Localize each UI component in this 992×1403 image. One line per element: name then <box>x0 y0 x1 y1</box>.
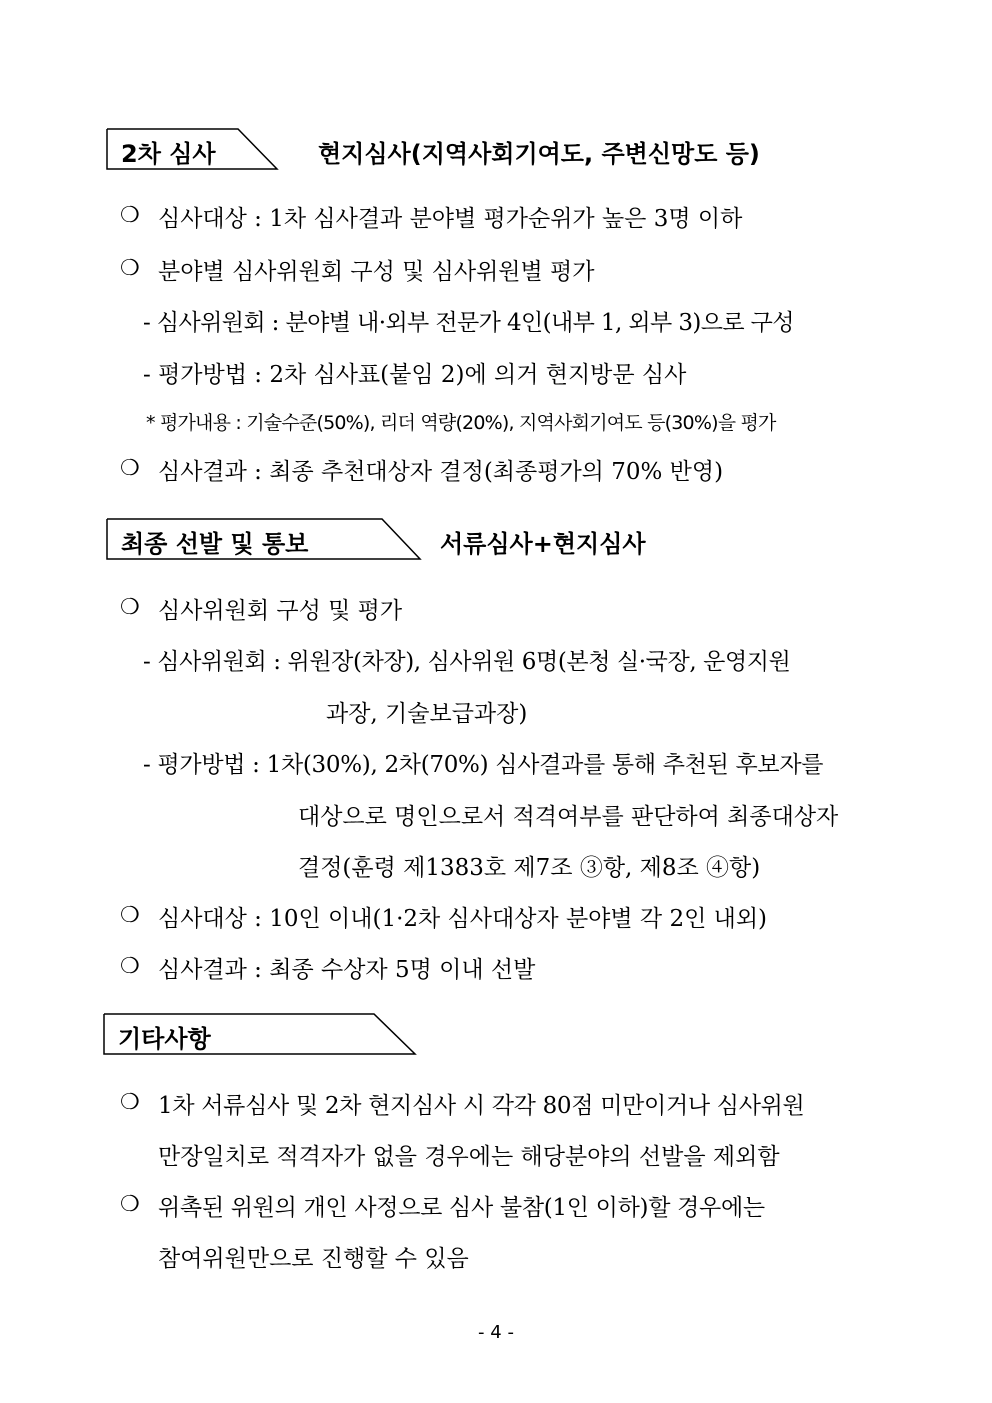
list-item: 심사대상 : 1차 심사결과 분야별 평가순위가 높은 3명 이하 <box>158 206 743 232</box>
list-subitem: - 평가방법 : 1차(30%), 2차(70%) 심사결과를 통해 추천된 후보자를 <box>143 752 824 778</box>
list-item-continued: 참여위원만으로 진행할 수 있음 <box>158 1246 469 1272</box>
note-line: * 평가내용 : 기술수준(50%), 리더 역량(20%), 지역사회기여도 등(30%)을 평가 <box>146 412 776 434</box>
section-title: 최종 선발 및 통보 <box>121 530 309 558</box>
list-subitem-continued: 대상으로 명인으로서 적격여부를 판단하여 최종대상자 <box>298 804 839 830</box>
list-item: 1차 서류심사 및 2차 현지심사 시 각각 80점 미만이거나 심사위원 <box>158 1093 805 1119</box>
bullet-icon: ❍ <box>120 203 140 228</box>
bullet-icon: ❍ <box>120 1192 140 1217</box>
page-number: - 4 - <box>478 1322 514 1343</box>
list-item-continued: 만장일치로 적격자가 없을 경우에는 해당분야의 선발을 제외함 <box>158 1144 780 1170</box>
section-title: 기타사항 <box>118 1025 211 1053</box>
list-item: 위촉된 위원의 개인 사정으로 심사 불참(1인 이하)할 경우에는 <box>158 1195 765 1221</box>
section-header-other <box>104 1013 416 1053</box>
bullet-icon: ❍ <box>120 256 140 281</box>
list-subitem: - 평가방법 : 2차 심사표(붙임 2)에 의거 현지방문 심사 <box>143 362 687 388</box>
list-item: 심사결과 : 최종 수상자 5명 이내 선발 <box>158 957 536 983</box>
list-subitem: - 심사위원회 : 분야별 내·외부 전문가 4인(내부 1, 외부 3)으로 구성 <box>143 310 794 336</box>
list-item: 심사위원회 구성 및 평가 <box>158 598 403 624</box>
list-item: 분야별 심사위원회 구성 및 심사위원별 평가 <box>158 259 595 285</box>
section-subtitle: 현지심사(지역사회기여도, 주변신망도 등) <box>318 140 760 168</box>
bullet-icon: ❍ <box>120 954 140 979</box>
section-subtitle: 서류심사+현지심사 <box>440 530 646 558</box>
section-title: 2차 심사 <box>121 140 216 168</box>
bullet-icon: ❍ <box>120 456 140 481</box>
section-header-2nd-review <box>107 128 277 168</box>
list-subitem-continued: 결정(훈령 제1383호 제7조 ③항, 제8조 ④항) <box>298 855 761 881</box>
list-subitem-continued: 과장, 기술보급과장) <box>326 701 528 727</box>
list-item: 심사결과 : 최종 추천대상자 결정(최종평가의 70% 반영) <box>158 459 724 485</box>
section-header-final-selection <box>107 518 417 558</box>
list-subitem: - 심사위원회 : 위원장(차장), 심사위원 6명(본청 실·국장, 운영지원 <box>143 649 791 675</box>
bullet-icon: ❍ <box>120 1090 140 1115</box>
bullet-icon: ❍ <box>120 595 140 620</box>
list-item: 심사대상 : 10인 이내(1·2차 심사대상자 분야별 각 2인 내외) <box>158 906 768 932</box>
bullet-icon: ❍ <box>120 903 140 928</box>
